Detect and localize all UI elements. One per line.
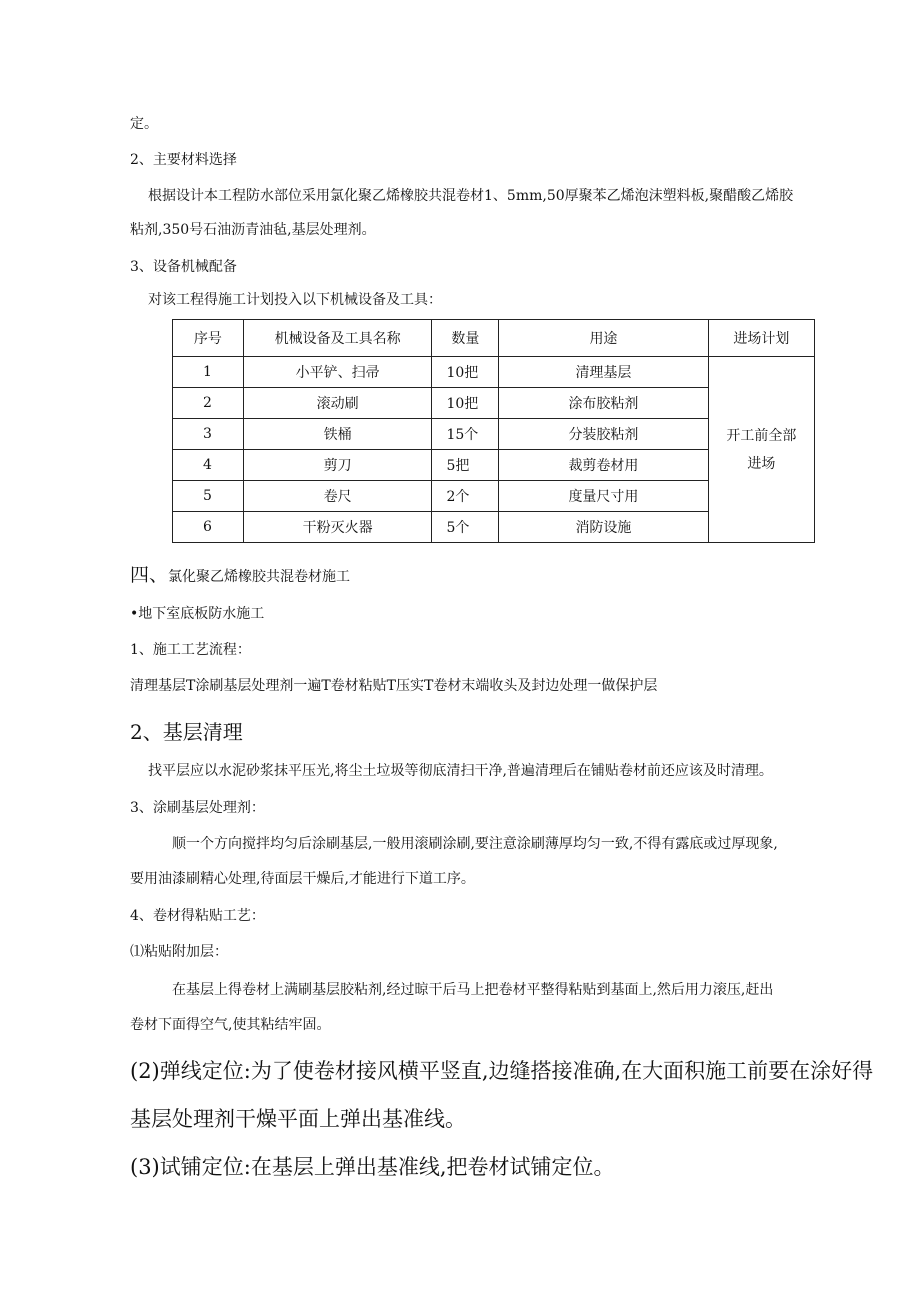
table-cell: 分装胶粘剂 — [499, 419, 708, 450]
table-cell: 4 — [173, 450, 244, 481]
chapter-title: 氯化聚乙烯橡胶共混卷材施工 — [168, 569, 351, 585]
plan-text: 开工前全部 — [726, 427, 797, 444]
table-cell: 卷尺 — [243, 481, 432, 512]
paragraph-line: 根据设计本工程防水部位采用氯化聚乙烯橡胶共混卷材1、5mm,50厚聚苯乙烯泡沫塑料板,聚醋酸乙烯胶 — [148, 188, 794, 204]
table-cell: 度量尺寸用 — [499, 481, 708, 512]
table-cell: 清理基层 — [499, 357, 708, 388]
table-cell: 15个 — [432, 419, 499, 450]
table-cell: 5 — [173, 481, 244, 512]
table-cell: 2个 — [432, 481, 499, 512]
header-cell: 用途 — [499, 320, 708, 357]
section-heading: 4、卷材得粘贴工艺： — [130, 908, 265, 924]
table-header-row — [173, 320, 815, 357]
table-cell: 滚动刷 — [243, 388, 432, 419]
section-heading: 2、主要材料选择 — [130, 152, 237, 168]
paragraph-line: 顺一个方向搅拌均匀后涂刷基层,一般用滚刷涂刷,要注意涂刷薄厚均匀一致,不得有露底或过厚现象, — [172, 836, 778, 852]
table-cell: 5把 — [432, 450, 499, 481]
table-cell: 涂布胶粘剂 — [499, 388, 708, 419]
table-cell: 裁剪卷材用 — [499, 450, 708, 481]
section-heading: 3、涂刷基层处理剂： — [130, 800, 265, 816]
table-cell: 10把 — [432, 357, 499, 388]
header-cell: 进场计划 — [708, 320, 814, 357]
header-cell: 序号 — [173, 320, 244, 357]
subsection-heading: ⑴粘贴附加层： — [130, 944, 228, 960]
paragraph-line: (2)弹线定位:为了使卷材接风横平竖直,边缝搭接准确,在大面积施工前要在涂好得 — [130, 1059, 874, 1083]
chapter-number: 四、 — [130, 564, 169, 586]
paragraph-line: 粘剂,350号石油沥青油毡,基层处理剂。 — [130, 222, 376, 238]
table-cell: 2 — [173, 388, 244, 419]
table-cell: 5个 — [432, 512, 499, 543]
paragraph-line: 找平层应以水泥砂浆抹平压光,将尘土垃圾等彻底清扫干净,普遍清理后在铺贴卷材前还应该及时清理。 — [148, 763, 773, 779]
equipment-table — [172, 319, 815, 543]
paragraph-line: 基层处理剂干燥平面上弹出基准线。 — [130, 1107, 466, 1131]
section-heading: 2、基层清理 — [130, 720, 243, 744]
plan-text: 进场 — [747, 455, 776, 472]
paragraph-line: 在基层上得卷材上满刷基层胶粘剂,经过晾干后马上把卷材平整得粘贴到基面上,然后用力滚压,赶出 — [172, 982, 774, 998]
text-line: 定。 — [130, 116, 158, 132]
header-cell: 机械设备及工具名称 — [243, 320, 432, 357]
subsection-heading: •地下室底板防水施工 — [130, 606, 265, 622]
paragraph-line: 卷材下面得空气,使其粘结牢固。 — [130, 1017, 331, 1033]
table-cell: 剪刀 — [243, 450, 432, 481]
paragraph-line: (3)试铺定位:在基层上弹出基准线,把卷材试铺定位。 — [130, 1155, 615, 1179]
section-heading: 3、设备机械配备 — [130, 259, 237, 275]
table-cell: 干粉灭火器 — [243, 512, 432, 543]
table-cell: 铁桶 — [243, 419, 432, 450]
header-cell: 数量 — [432, 320, 499, 357]
table-cell: 消防设施 — [499, 512, 708, 543]
table-cell-plan — [708, 357, 814, 543]
paragraph-line: 要用油漆刷精心处理,待面层干燥后,才能进行下道工序。 — [130, 871, 475, 887]
table-cell: 3 — [173, 419, 244, 450]
table-cell: 6 — [173, 512, 244, 543]
paragraph-line: 对该工程得施工计划投入以下机械设备及工具： — [148, 292, 442, 308]
chapter-heading — [130, 565, 350, 587]
section-heading: 1、施工工艺流程： — [130, 642, 251, 658]
process-flow: 清理基层T涂刷基层处理剂一遍T卷材粘贴T压实T卷材末端收头及封边处理一做保护层 — [130, 678, 658, 694]
table-cell: 10把 — [432, 388, 499, 419]
table-row — [173, 357, 815, 388]
table-cell: 1 — [173, 357, 244, 388]
table-cell: 小平铲、扫帚 — [243, 357, 432, 388]
